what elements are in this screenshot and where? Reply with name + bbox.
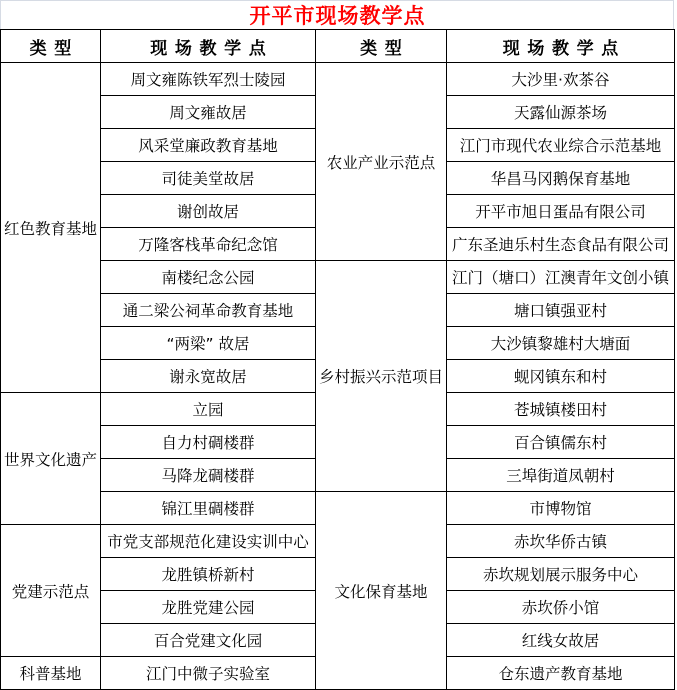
type-cell: 科普基地 xyxy=(1,657,101,690)
header-sites-left: 现场教学点 xyxy=(101,30,316,63)
site-cell: 大沙里·欢茶谷 xyxy=(447,63,675,96)
site-cell: 龙胜镇桥新村 xyxy=(101,558,316,591)
type-cell: 文化保育基地 xyxy=(316,492,447,690)
site-cell: 广东圣迪乐村生态食品有限公司 xyxy=(447,228,675,261)
header-sites-right: 现场教学点 xyxy=(447,30,675,63)
site-cell: 周文雍故居 xyxy=(101,96,316,129)
site-cell: 苍城镇楼田村 xyxy=(447,393,675,426)
site-cell: 风采堂廉政教育基地 xyxy=(101,129,316,162)
site-cell: 开平市旭日蛋品有限公司 xyxy=(447,195,675,228)
type-cell: 乡村振兴示范项目 xyxy=(316,261,447,492)
site-cell: 立园 xyxy=(101,393,316,426)
table-row xyxy=(1,261,675,294)
site-cell: 周文雍陈铁军烈士陵园 xyxy=(101,63,316,96)
header-type-right: 类型 xyxy=(316,30,447,63)
table-row xyxy=(1,63,675,96)
site-cell: 华昌马冈鹅保育基地 xyxy=(447,162,675,195)
title-bar xyxy=(0,0,674,29)
site-cell: “两梁” 故居 xyxy=(101,327,316,360)
site-cell: 天露仙源茶场 xyxy=(447,96,675,129)
site-cell: 江门中微子实验室 xyxy=(101,657,316,690)
type-cell: 农业产业示范点 xyxy=(316,63,447,261)
site-cell: 通二梁公祠革命教育基地 xyxy=(101,294,316,327)
table-header-row xyxy=(1,30,675,63)
site-cell: 司徒美堂故居 xyxy=(101,162,316,195)
site-cell: 市博物馆 xyxy=(447,492,675,525)
site-cell: 万隆客栈革命纪念馆 xyxy=(101,228,316,261)
site-cell: 市党支部规范化建设实训中心 xyxy=(101,525,316,558)
site-cell: 谢永宽故居 xyxy=(101,360,316,393)
site-cell: 仓东遗产教育基地 xyxy=(447,657,675,690)
site-cell: 自力村碉楼群 xyxy=(101,426,316,459)
table-row xyxy=(1,492,675,525)
type-cell: 世界文化遗产 xyxy=(1,393,101,525)
site-cell: 三埠街道凤朝村 xyxy=(447,459,675,492)
site-cell: 塘口镇强亚村 xyxy=(447,294,675,327)
site-cell: 马降龙碉楼群 xyxy=(101,459,316,492)
site-cell: 百合党建文化园 xyxy=(101,624,316,657)
site-cell: 江门市现代农业综合示范基地 xyxy=(447,129,675,162)
type-cell: 党建示范点 xyxy=(1,525,101,657)
site-cell: 赤坎华侨古镇 xyxy=(447,525,675,558)
site-cell: 蚬冈镇东和村 xyxy=(447,360,675,393)
header-type-left: 类型 xyxy=(1,30,101,63)
teaching-points-table xyxy=(0,29,675,690)
site-cell: 大沙镇黎雄村大塘面 xyxy=(447,327,675,360)
site-cell: 赤坎侨小馆 xyxy=(447,591,675,624)
type-cell: 红色教育基地 xyxy=(1,63,101,393)
site-cell: 南楼纪念公园 xyxy=(101,261,316,294)
site-cell: 赤坎规划展示服务中心 xyxy=(447,558,675,591)
site-cell: 红线女故居 xyxy=(447,624,675,657)
site-cell: 谢创故居 xyxy=(101,195,316,228)
site-cell: 百合镇儒东村 xyxy=(447,426,675,459)
site-cell: 锦江里碉楼群 xyxy=(101,492,316,525)
table-body xyxy=(1,63,675,690)
site-cell: 龙胜党建公园 xyxy=(101,591,316,624)
site-cell: 江门（塘口）江澳青年文创小镇 xyxy=(447,261,675,294)
page-title: 开平市现场教学点 xyxy=(249,4,426,28)
